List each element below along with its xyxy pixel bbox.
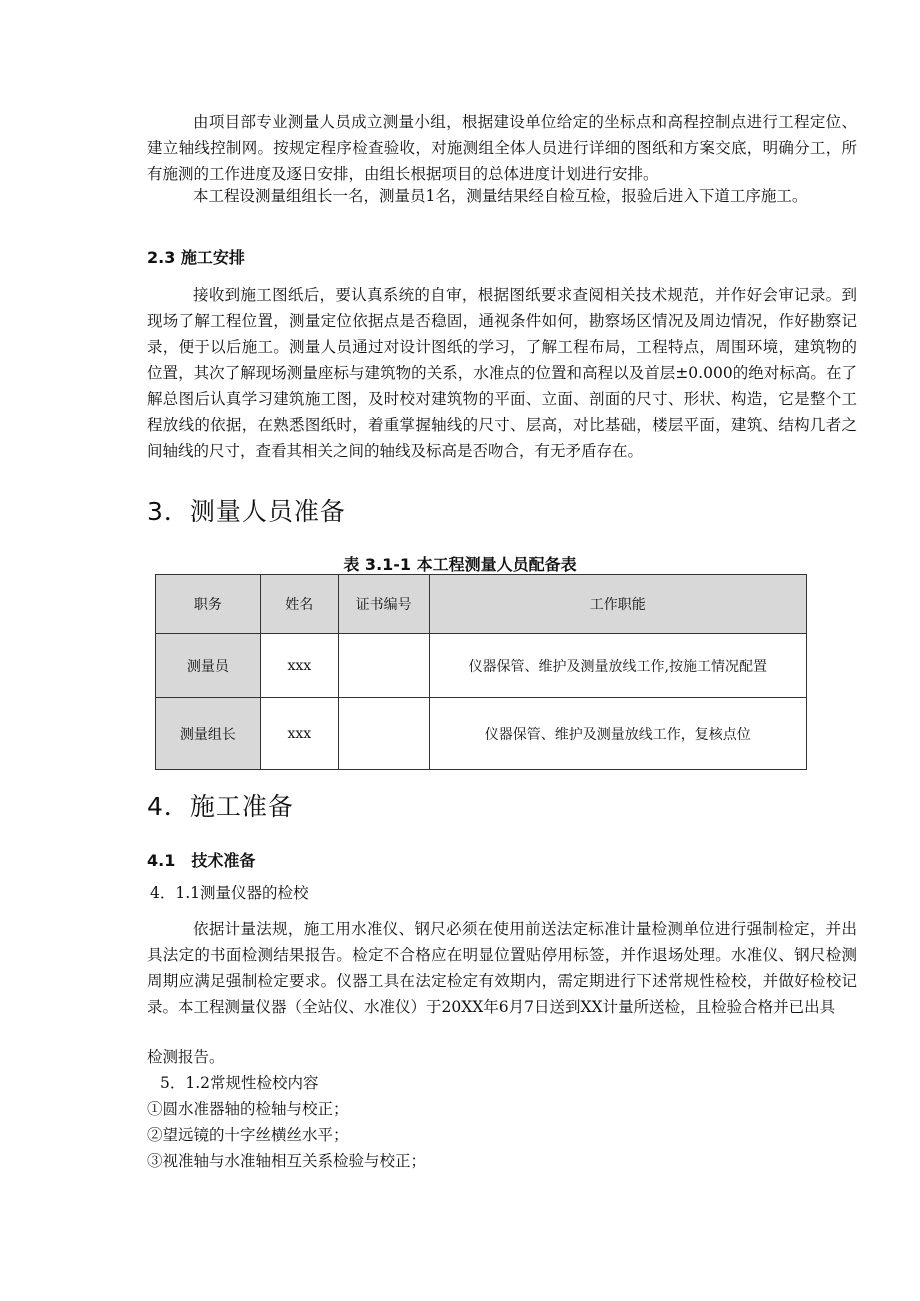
table-caption: 表 3.1-1 本工程测量人员配备表 [343, 555, 577, 574]
check-item: ②望远镜的十字丝横丝水平； [147, 1126, 349, 1144]
table-header-cell: 姓名 [260, 575, 338, 634]
table-cell-duty: 仪器保管、维护及测量放线工作，复核点位 [429, 698, 806, 770]
item-4-1-1: 4．1.1测量仪器的检校 [150, 884, 309, 902]
section-3-heading: 3．测量人员准备 [147, 497, 346, 526]
table-cell-cert [338, 698, 429, 770]
section-4-1-heading: 4.1 技术准备 [147, 851, 256, 870]
section-4-paragraph: 依据计量法规，施工用水准仪、钢尺必须在使用前送法定标准计量检测单位进行强制检定，并出具法定的书面检测结果报告。检定不合格应在明显位置贴停用标签，并作退场处理。水准仪、钢尺检测周期应满足强制检定要求。仪器工具在法定检定有效期内，需定期进行下述常规性检校，并做好检校记录。本工程测量仪器（全站仪、水准仪）于20XX年6月7日送到XX计量所送检，且检验合格并已出具 [147, 920, 857, 1016]
staff-table [155, 574, 807, 770]
table-row [156, 698, 807, 770]
table-cell-name: xxx [260, 634, 338, 698]
item-5-1-2: 5．1.2常规性检校内容 [160, 1074, 319, 1092]
section-4-heading: 4．施工准备 [147, 792, 294, 821]
table-header-row [156, 575, 807, 634]
intro-paragraph-1: 由项目部专业测量人员成立测量小组，根据建设单位给定的坐标点和高程控制点进行工程定位、建立轴线控制网。按规定程序检查验收，对施测组全体人员进行详细的图纸和方案交底，明确分工，所有施测的工作进度及逐日安排，由组长根据项目的总体进度计划进行安排。 [147, 113, 857, 183]
table-row [156, 634, 807, 698]
section-2-3-heading: 2.3 施工安排 [147, 248, 245, 267]
paragraph-continuation: 检测报告。 [147, 1048, 225, 1066]
table-cell-name: xxx [260, 698, 338, 770]
check-item: ③视准轴与水准轴相互关系检验与校正； [147, 1152, 427, 1170]
table-cell-duty: 仪器保管、维护及测量放线工作,按施工情况配置 [429, 634, 806, 698]
check-item: ①圆水准器轴的检轴与校正； [147, 1100, 349, 1118]
intro-paragraph-2: 本工程设测量组组长一名，测量员1名，测量结果经自检互检，报验后进入下道工序施工。 [193, 187, 808, 205]
section-2-3-paragraph: 接收到施工图纸后，要认真系统的自审，根据图纸要求查阅相关技术规范，并作好会审记录。到现场了解工程位置，测量定位依据点是否稳固，通视条件如何，勘察场区情况及周边情况，作好勘察记录，便于以后施工。测量人员通过对设计图纸的学习，了解工程布局，工程特点，周围环境，建筑物的位置，其次了解现场测量座标与建筑物的关系，水准点的位置和高程以及首层±0.000的绝对标高。在了解总图后认真学习建筑施工图，及时校对建筑物的平面、立面、剖面的尺寸、形状、构造，它是整个工程放线的依据，在熟悉图纸时，着重掌握轴线的尺寸、层高，对比基础，楼层平面，建筑、结构几者之间轴线的尺寸，查看其相关之间的轴线及标高是否吻合，有无矛盾存在。 [147, 286, 857, 460]
table-cell-role: 测量组长 [156, 698, 261, 770]
table-cell-cert [338, 634, 429, 698]
table-header-cell: 职务 [156, 575, 261, 634]
table-header-cell: 工作职能 [429, 575, 806, 634]
table-cell-role: 测量员 [156, 634, 261, 698]
table-header-cell: 证书编号 [338, 575, 429, 634]
